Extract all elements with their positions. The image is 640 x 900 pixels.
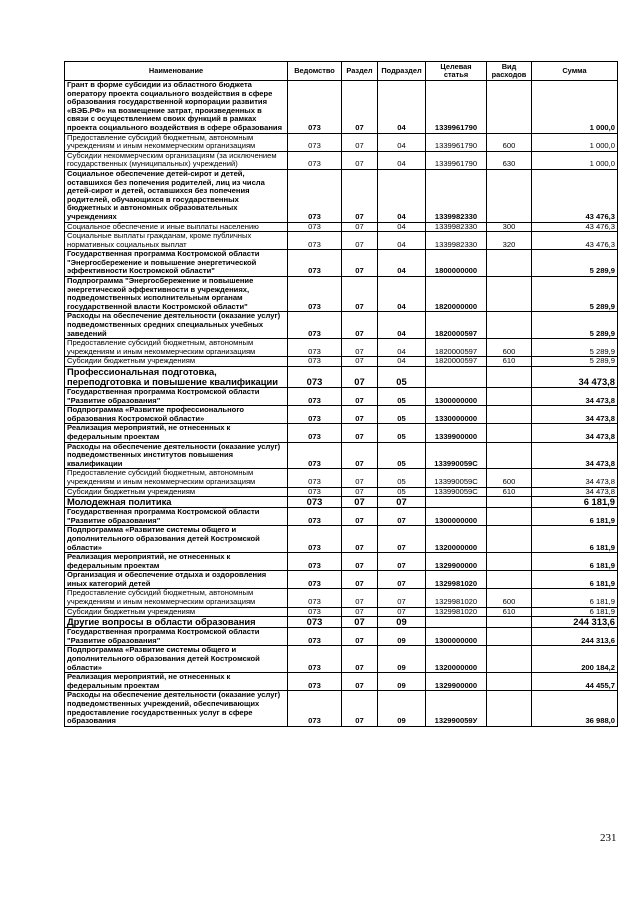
cell-podrazdel: 04 xyxy=(378,169,426,222)
cell-vedomstvo: 073 xyxy=(288,339,342,357)
cell-vid-raskhodov xyxy=(487,646,532,673)
cell-statya: 1300000000 xyxy=(426,388,487,406)
cell-name: Предоставление субсидий бюджетным, автономным учреждениям и иным некоммерческим организациям xyxy=(65,589,288,607)
cell-summa: 6 181,9 xyxy=(532,526,618,553)
table-row xyxy=(65,691,618,726)
cell-vid-raskhodov xyxy=(487,617,532,628)
cell-statya xyxy=(426,617,487,628)
cell-vid-raskhodov xyxy=(487,526,532,553)
cell-podrazdel: 07 xyxy=(378,571,426,589)
cell-vid-raskhodov: 600 xyxy=(487,589,532,607)
table-row xyxy=(65,424,618,442)
cell-razdel: 07 xyxy=(342,357,378,367)
table-row xyxy=(65,81,618,134)
cell-summa: 6 181,9 xyxy=(532,508,618,526)
cell-razdel: 07 xyxy=(342,497,378,508)
cell-name: Социальное обеспечение и иные выплаты населению xyxy=(65,222,288,232)
cell-statya: 1329900000 xyxy=(426,553,487,571)
table-row xyxy=(65,553,618,571)
cell-statya: 1329981020 xyxy=(426,589,487,607)
cell-summa: 6 181,9 xyxy=(532,589,618,607)
table-row xyxy=(65,628,618,646)
cell-vedomstvo: 073 xyxy=(288,497,342,508)
cell-razdel: 07 xyxy=(342,277,378,312)
cell-vid-raskhodov: 600 xyxy=(487,339,532,357)
cell-name: Другие вопросы в области образования xyxy=(65,617,288,628)
cell-razdel: 07 xyxy=(342,526,378,553)
table-row xyxy=(65,646,618,673)
cell-statya: 1339961790 xyxy=(426,81,487,134)
cell-vid-raskhodov: 600 xyxy=(487,469,532,487)
cell-razdel: 07 xyxy=(342,589,378,607)
cell-summa: 1 000,0 xyxy=(532,81,618,134)
cell-vid-raskhodov xyxy=(487,628,532,646)
cell-name: Расходы на обеспечение деятельности (оказание услуг) подведомственных средних специальных учебных заведений xyxy=(65,312,288,339)
cell-summa: 5 289,9 xyxy=(532,339,618,357)
cell-statya: 133990059С xyxy=(426,469,487,487)
cell-name: Организация и обеспечение отдыха и оздоровления иных категорий детей xyxy=(65,571,288,589)
cell-statya xyxy=(426,497,487,508)
cell-podrazdel: 05 xyxy=(378,469,426,487)
page-number: 231 xyxy=(600,832,617,844)
cell-statya: 1339982330 xyxy=(426,232,487,250)
cell-vedomstvo: 073 xyxy=(288,589,342,607)
cell-vid-raskhodov xyxy=(487,250,532,277)
cell-vedomstvo: 073 xyxy=(288,250,342,277)
cell-statya: 1339982330 xyxy=(426,222,487,232)
cell-summa: 34 473,8 xyxy=(532,406,618,424)
cell-razdel: 07 xyxy=(342,673,378,691)
cell-name: Грант в форме субсидии из областного бюджета оператору проекта социального воздействия в сфере образования государственной корпорации развития «ВЭБ.РФ» на возмещение затрат, произведенных в связи с осуществлением своих функций в рамках проекта социального воздействия в сфере образования xyxy=(65,81,288,134)
cell-vid-raskhodov: 600 xyxy=(487,133,532,151)
cell-vedomstvo: 073 xyxy=(288,691,342,726)
table-header-row xyxy=(65,62,618,81)
table-row xyxy=(65,151,618,169)
header-summa: Сумма xyxy=(532,62,618,81)
cell-statya: 1820000000 xyxy=(426,277,487,312)
cell-podrazdel: 04 xyxy=(378,250,426,277)
header-name: Наименование xyxy=(65,62,288,81)
cell-summa: 200 184,2 xyxy=(532,646,618,673)
cell-podrazdel: 09 xyxy=(378,646,426,673)
cell-name: Подпрограмма "Энергосбережение и повышение энергетической эффективности в учреждениях, подведомственных исполнительным органам государственной власти Костромской области" xyxy=(65,277,288,312)
cell-vid-raskhodov xyxy=(487,424,532,442)
table-row xyxy=(65,232,618,250)
cell-summa: 34 473,8 xyxy=(532,367,618,388)
cell-podrazdel: 05 xyxy=(378,487,426,497)
cell-vid-raskhodov xyxy=(487,497,532,508)
cell-summa: 44 455,7 xyxy=(532,673,618,691)
table-row xyxy=(65,571,618,589)
cell-razdel: 07 xyxy=(342,250,378,277)
budget-table xyxy=(64,61,618,727)
cell-vedomstvo: 073 xyxy=(288,617,342,628)
cell-podrazdel: 05 xyxy=(378,424,426,442)
table-row xyxy=(65,339,618,357)
cell-vid-raskhodov xyxy=(487,553,532,571)
cell-vid-raskhodov xyxy=(487,442,532,469)
table-row xyxy=(65,312,618,339)
cell-vedomstvo: 073 xyxy=(288,151,342,169)
cell-vid-raskhodov xyxy=(487,571,532,589)
cell-vedomstvo: 073 xyxy=(288,232,342,250)
cell-vid-raskhodov xyxy=(487,312,532,339)
table-row xyxy=(65,442,618,469)
header-podrazdel: Подраздел xyxy=(378,62,426,81)
cell-summa: 5 289,9 xyxy=(532,250,618,277)
cell-vid-raskhodov xyxy=(487,169,532,222)
cell-razdel: 07 xyxy=(342,339,378,357)
table-row xyxy=(65,250,618,277)
cell-summa: 1 000,0 xyxy=(532,133,618,151)
table-row xyxy=(65,508,618,526)
cell-vedomstvo: 073 xyxy=(288,388,342,406)
cell-razdel: 07 xyxy=(342,133,378,151)
cell-name: Социальные выплаты гражданам, кроме публичных нормативных социальных выплат xyxy=(65,232,288,250)
cell-statya: 1300000000 xyxy=(426,628,487,646)
cell-vid-raskhodov xyxy=(487,406,532,424)
table-row xyxy=(65,589,618,607)
cell-podrazdel: 07 xyxy=(378,508,426,526)
cell-podrazdel: 05 xyxy=(378,442,426,469)
cell-vid-raskhodov xyxy=(487,277,532,312)
cell-vedomstvo: 073 xyxy=(288,553,342,571)
cell-statya: 1329981020 xyxy=(426,571,487,589)
cell-vid-raskhodov: 300 xyxy=(487,222,532,232)
cell-name: Государственная программа Костромской области "Развитие образования" xyxy=(65,388,288,406)
cell-podrazdel: 04 xyxy=(378,312,426,339)
table-row xyxy=(65,673,618,691)
cell-podrazdel: 09 xyxy=(378,617,426,628)
cell-podrazdel: 07 xyxy=(378,607,426,617)
cell-name: Расходы на обеспечение деятельности (оказание услуг) подведомственных учреждений, обеспечивающих предоставление государственных услуг в сфере образования xyxy=(65,691,288,726)
cell-statya: 1339900000 xyxy=(426,424,487,442)
cell-vedomstvo: 073 xyxy=(288,469,342,487)
cell-summa: 6 181,9 xyxy=(532,553,618,571)
cell-statya: 1820000597 xyxy=(426,357,487,367)
header-vid-raskhodov: Вид расходов xyxy=(487,62,532,81)
cell-razdel: 07 xyxy=(342,691,378,726)
cell-summa: 34 473,8 xyxy=(532,424,618,442)
cell-podrazdel: 07 xyxy=(378,589,426,607)
cell-name: Подпрограмма «Развитие профессионального образования Костромской области» xyxy=(65,406,288,424)
cell-vid-raskhodov: 610 xyxy=(487,487,532,497)
cell-vedomstvo: 073 xyxy=(288,607,342,617)
cell-summa: 34 473,8 xyxy=(532,442,618,469)
cell-razdel: 07 xyxy=(342,646,378,673)
cell-name: Предоставление субсидий бюджетным, автономным учреждениям и иным некоммерческим организациям xyxy=(65,339,288,357)
cell-podrazdel: 04 xyxy=(378,357,426,367)
cell-statya: 1339982330 xyxy=(426,169,487,222)
cell-razdel: 07 xyxy=(342,151,378,169)
cell-statya xyxy=(426,367,487,388)
cell-statya: 1820000597 xyxy=(426,339,487,357)
cell-statya: 1320000000 xyxy=(426,646,487,673)
cell-razdel: 07 xyxy=(342,442,378,469)
cell-name: Субсидии бюджетным учреждениям xyxy=(65,487,288,497)
cell-podrazdel: 04 xyxy=(378,151,426,169)
cell-summa: 5 289,9 xyxy=(532,277,618,312)
cell-vid-raskhodov xyxy=(487,673,532,691)
table-row xyxy=(65,367,618,388)
header-vedomstvo: Ведомство xyxy=(288,62,342,81)
table-row xyxy=(65,169,618,222)
cell-statya: 1320000000 xyxy=(426,526,487,553)
cell-razdel: 07 xyxy=(342,628,378,646)
cell-podrazdel: 05 xyxy=(378,388,426,406)
cell-vedomstvo: 073 xyxy=(288,277,342,312)
cell-statya: 1330000000 xyxy=(426,406,487,424)
cell-vedomstvo: 073 xyxy=(288,442,342,469)
cell-podrazdel: 04 xyxy=(378,81,426,134)
cell-vedomstvo: 073 xyxy=(288,508,342,526)
cell-statya: 132990059У xyxy=(426,691,487,726)
cell-summa: 6 181,9 xyxy=(532,571,618,589)
header-razdel: Раздел xyxy=(342,62,378,81)
table-row xyxy=(65,388,618,406)
cell-summa: 5 289,9 xyxy=(532,357,618,367)
cell-vid-raskhodov: 320 xyxy=(487,232,532,250)
cell-podrazdel: 04 xyxy=(378,277,426,312)
cell-razdel: 07 xyxy=(342,169,378,222)
cell-podrazdel: 09 xyxy=(378,628,426,646)
cell-vid-raskhodov: 630 xyxy=(487,151,532,169)
cell-statya: 1800000000 xyxy=(426,250,487,277)
cell-name: Подпрограмма «Развитие системы общего и дополнительного образования детей Костромской области» xyxy=(65,526,288,553)
cell-razdel: 07 xyxy=(342,571,378,589)
cell-summa: 34 473,8 xyxy=(532,388,618,406)
cell-podrazdel: 04 xyxy=(378,339,426,357)
cell-razdel: 07 xyxy=(342,424,378,442)
cell-vedomstvo: 073 xyxy=(288,357,342,367)
table-row xyxy=(65,277,618,312)
cell-statya: 1339961790 xyxy=(426,151,487,169)
cell-vedomstvo: 073 xyxy=(288,222,342,232)
table-row xyxy=(65,487,618,497)
cell-razdel: 07 xyxy=(342,553,378,571)
table-row xyxy=(65,222,618,232)
cell-razdel: 07 xyxy=(342,406,378,424)
cell-summa: 43 476,3 xyxy=(532,232,618,250)
cell-vid-raskhodov xyxy=(487,508,532,526)
table-row xyxy=(65,526,618,553)
cell-razdel: 07 xyxy=(342,81,378,134)
cell-name: Реализация мероприятий, не отнесенных к федеральным проектам xyxy=(65,673,288,691)
cell-razdel: 07 xyxy=(342,617,378,628)
cell-vedomstvo: 073 xyxy=(288,646,342,673)
cell-razdel: 07 xyxy=(342,222,378,232)
cell-vedomstvo: 073 xyxy=(288,133,342,151)
cell-name: Реализация мероприятий, не отнесенных к федеральным проектам xyxy=(65,424,288,442)
cell-summa: 43 476,3 xyxy=(532,169,618,222)
cell-statya: 133990059С xyxy=(426,487,487,497)
cell-statya: 1300000000 xyxy=(426,508,487,526)
cell-statya: 1820000597 xyxy=(426,312,487,339)
cell-name: Государственная программа Костромской области "Энергосбережение и повышение энергетической эффективности Костромской области" xyxy=(65,250,288,277)
cell-podrazdel: 05 xyxy=(378,406,426,424)
cell-razdel: 07 xyxy=(342,487,378,497)
cell-vid-raskhodov xyxy=(487,367,532,388)
cell-summa: 244 313,6 xyxy=(532,617,618,628)
cell-summa: 6 181,9 xyxy=(532,607,618,617)
cell-razdel: 07 xyxy=(342,388,378,406)
cell-summa: 34 473,8 xyxy=(532,487,618,497)
cell-summa: 36 988,0 xyxy=(532,691,618,726)
table-row xyxy=(65,406,618,424)
cell-podrazdel: 07 xyxy=(378,526,426,553)
cell-razdel: 07 xyxy=(342,367,378,388)
cell-vid-raskhodov xyxy=(487,388,532,406)
cell-name: Государственная программа Костромской области "Развитие образования" xyxy=(65,508,288,526)
table-row xyxy=(65,357,618,367)
cell-razdel: 07 xyxy=(342,508,378,526)
cell-name: Молодежная политика xyxy=(65,497,288,508)
cell-vedomstvo: 073 xyxy=(288,406,342,424)
cell-name: Предоставление субсидий бюджетным, автономным учреждениям и иным некоммерческим организациям xyxy=(65,469,288,487)
cell-summa: 1 000,0 xyxy=(532,151,618,169)
cell-vedomstvo: 073 xyxy=(288,487,342,497)
cell-name: Социальное обеспечение детей-сирот и детей, оставшихся без попечения родителей, лиц из числа детей-сирот и детей, оставшихся без попечения родителей, обучающихся в государственных бюджетных и автономных образовательных учреждениях xyxy=(65,169,288,222)
cell-razdel: 07 xyxy=(342,312,378,339)
cell-vedomstvo: 073 xyxy=(288,628,342,646)
table-row xyxy=(65,469,618,487)
cell-razdel: 07 xyxy=(342,607,378,617)
cell-podrazdel: 07 xyxy=(378,497,426,508)
cell-name: Государственная программа Костромской области "Развитие образования" xyxy=(65,628,288,646)
cell-statya: 1329981020 xyxy=(426,607,487,617)
cell-summa: 5 289,9 xyxy=(532,312,618,339)
cell-vid-raskhodov xyxy=(487,691,532,726)
cell-summa: 6 181,9 xyxy=(532,497,618,508)
cell-name: Расходы на обеспечение деятельности (оказание услуг) подведомственных институтов повышения квалификации xyxy=(65,442,288,469)
cell-razdel: 07 xyxy=(342,469,378,487)
cell-vedomstvo: 073 xyxy=(288,81,342,134)
cell-vedomstvo: 073 xyxy=(288,673,342,691)
table-row xyxy=(65,617,618,628)
cell-summa: 244 313,6 xyxy=(532,628,618,646)
cell-name: Реализация мероприятий, не отнесенных к федеральным проектам xyxy=(65,553,288,571)
cell-name: Предоставление субсидий бюджетным, автономным учреждениям и иным некоммерческим организациям xyxy=(65,133,288,151)
cell-statya: 1339961790 xyxy=(426,133,487,151)
cell-vid-raskhodov: 610 xyxy=(487,607,532,617)
cell-name: Подпрограмма «Развитие системы общего и дополнительного образования детей Костромской области» xyxy=(65,646,288,673)
cell-vid-raskhodov xyxy=(487,81,532,134)
cell-name: Субсидии бюджетным учреждениям xyxy=(65,607,288,617)
cell-podrazdel: 04 xyxy=(378,133,426,151)
cell-name: Субсидии бюджетным учреждениям xyxy=(65,357,288,367)
cell-vedomstvo: 073 xyxy=(288,526,342,553)
cell-statya: 133990059С xyxy=(426,442,487,469)
cell-podrazdel: 04 xyxy=(378,222,426,232)
cell-vedomstvo: 073 xyxy=(288,424,342,442)
cell-vedomstvo: 073 xyxy=(288,571,342,589)
cell-vid-raskhodov: 610 xyxy=(487,357,532,367)
table-row xyxy=(65,497,618,508)
cell-summa: 43 476,3 xyxy=(532,222,618,232)
cell-podrazdel: 07 xyxy=(378,553,426,571)
cell-vedomstvo: 073 xyxy=(288,169,342,222)
table-body xyxy=(65,81,618,727)
cell-podrazdel: 04 xyxy=(378,232,426,250)
cell-name: Профессиональная подготовка, переподготовка и повышение квалификации xyxy=(65,367,288,388)
cell-podrazdel: 05 xyxy=(378,367,426,388)
cell-vedomstvo: 073 xyxy=(288,367,342,388)
header-statya: Целевая статья xyxy=(426,62,487,81)
table-row xyxy=(65,607,618,617)
table-row xyxy=(65,133,618,151)
cell-summa: 34 473,8 xyxy=(532,469,618,487)
cell-statya: 1329900000 xyxy=(426,673,487,691)
cell-vedomstvo: 073 xyxy=(288,312,342,339)
cell-podrazdel: 09 xyxy=(378,691,426,726)
cell-name: Субсидии некоммерческим организациям (за исключением государственных (муниципальных) учреждений) xyxy=(65,151,288,169)
cell-podrazdel: 09 xyxy=(378,673,426,691)
cell-razdel: 07 xyxy=(342,232,378,250)
